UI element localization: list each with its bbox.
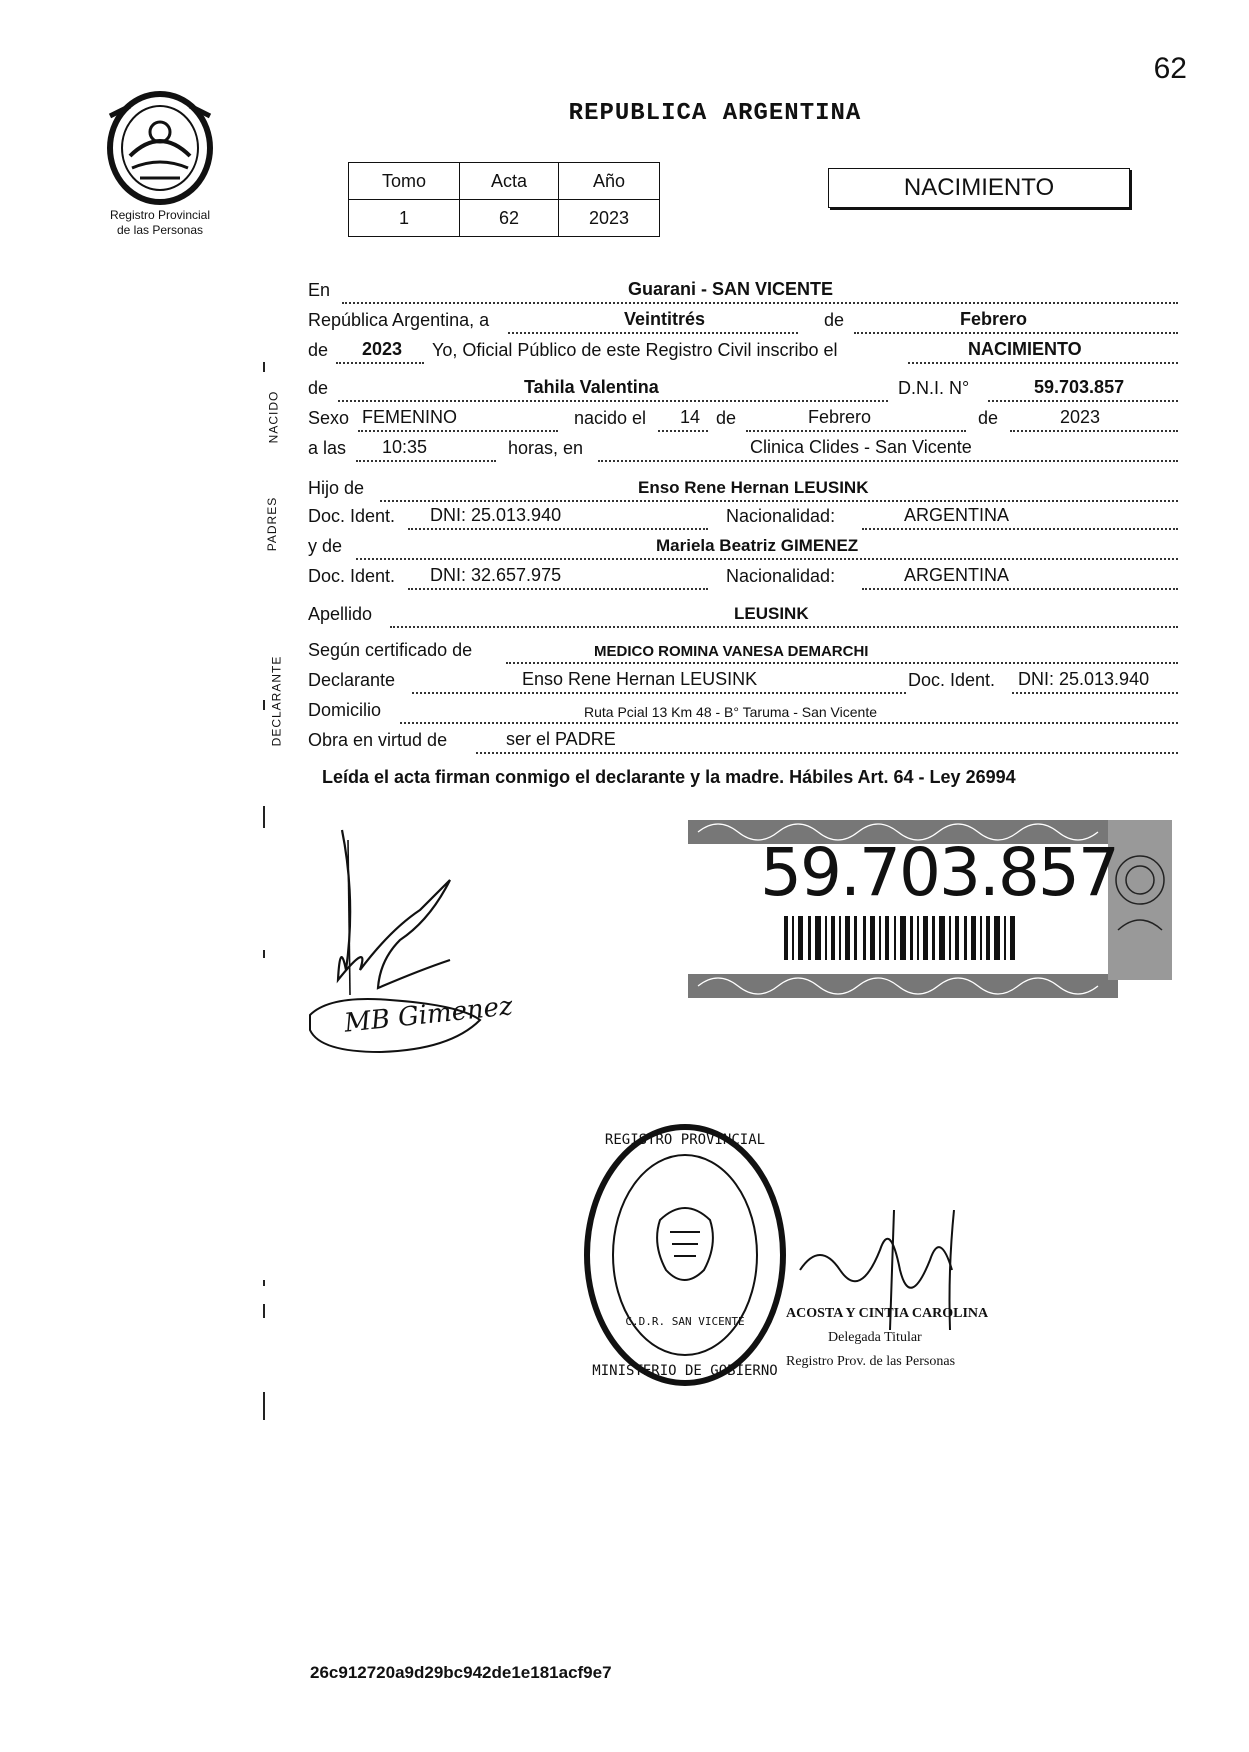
label-doc-ident: Doc. Ident. bbox=[308, 506, 396, 526]
margin-tick bbox=[263, 700, 265, 710]
value-declarante: Enso Rene Hernan LEUSINK bbox=[522, 669, 758, 689]
label-de: de bbox=[824, 310, 845, 330]
side-label-nacido: NACIDO bbox=[266, 390, 281, 444]
country-title: REPUBLICA ARGENTINA bbox=[568, 100, 862, 127]
value-declarante-dni: DNI: 25.013.940 bbox=[1018, 669, 1150, 689]
value-dia: 14 bbox=[680, 407, 701, 427]
svg-text:C.D.R. SAN VICENTE: C.D.R. SAN VICENTE bbox=[625, 1315, 745, 1328]
row-obra bbox=[308, 730, 1178, 754]
label-nacido-el: nacido el bbox=[574, 408, 647, 428]
value-mes: Febrero bbox=[960, 309, 1028, 329]
margin-tick bbox=[263, 950, 265, 958]
value-anio: 2023 bbox=[362, 339, 403, 359]
row-hora bbox=[308, 438, 1178, 462]
value-domicilio: Ruta Pcial 13 Km 48 - B° Taruma - San Vicente bbox=[584, 704, 878, 720]
value-lugar-nac: Clinica Clides - San Vicente bbox=[750, 437, 972, 457]
label-de4: de bbox=[716, 408, 737, 428]
label-declarante: Declarante bbox=[308, 670, 396, 690]
label-y-de: y de bbox=[308, 536, 343, 556]
official-stamp bbox=[786, 1302, 1076, 1374]
label-nacionalidad2: Nacionalidad: bbox=[726, 566, 836, 586]
value-madre: Mariela Beatriz GIMENEZ bbox=[656, 536, 859, 555]
label-de5: de bbox=[978, 408, 999, 428]
value-padre-dni: DNI: 25.013.940 bbox=[430, 505, 562, 525]
row-domicilio bbox=[308, 700, 1178, 724]
label-doc-ident2: Doc. Ident. bbox=[308, 566, 396, 586]
value-mes-nac: Febrero bbox=[808, 407, 872, 427]
logo-caption: Registro Provincial de las Personas bbox=[109, 208, 211, 237]
margin-tick bbox=[263, 1280, 265, 1286]
label-horas-en: horas, en bbox=[508, 438, 584, 458]
label-nacionalidad: Nacionalidad: bbox=[726, 506, 836, 526]
label-hijo-de: Hijo de bbox=[308, 478, 365, 498]
label-segun: Según certificado de bbox=[308, 640, 473, 660]
value-apellido: LEUSINK bbox=[734, 604, 809, 623]
row-padre-doc bbox=[308, 506, 1178, 530]
value-hora: 10:35 bbox=[382, 437, 428, 457]
row-apellido bbox=[308, 604, 1178, 628]
row-certificado bbox=[308, 640, 1178, 664]
page-number: 62 bbox=[1153, 52, 1187, 85]
value-certificado: MEDICO ROMINA VANESA DEMARCHI bbox=[594, 643, 869, 660]
signature-madre: MB Gimenez bbox=[342, 991, 515, 1039]
row-madre-doc bbox=[308, 566, 1178, 590]
dni-sticker bbox=[688, 820, 1178, 1000]
official-office: Registro Prov. de las Personas bbox=[786, 1354, 956, 1369]
row-en bbox=[308, 280, 1178, 304]
tomo-value: 1 bbox=[349, 200, 460, 237]
official-name: ACOSTA Y CINTIA CAROLINA bbox=[786, 1306, 989, 1321]
margin-tick bbox=[263, 806, 265, 828]
tomo-header: Tomo bbox=[349, 163, 460, 200]
margin-tick bbox=[263, 1392, 265, 1420]
acta-value: 62 bbox=[460, 200, 559, 237]
value-madre-dni: DNI: 32.657.975 bbox=[430, 565, 562, 585]
label-a-las: a las bbox=[308, 438, 347, 458]
side-label-declarante: DECLARANTE bbox=[269, 655, 284, 747]
closing-text: Leída el acta firman conmigo el declarante y la madre. Hábiles Art. 64 - Ley 26994 bbox=[322, 767, 1016, 787]
margin-tick bbox=[263, 1304, 265, 1318]
register-table bbox=[348, 162, 660, 237]
svg-text:MINISTERIO DE GOBIERNO: MINISTERIO DE GOBIERNO bbox=[592, 1363, 778, 1379]
anio-header: Año bbox=[559, 163, 660, 200]
document-hash: 26c912720a9d29bc942de1e181acf9e7 bbox=[310, 1663, 612, 1682]
side-label-padres: PADRES bbox=[265, 496, 280, 552]
value-padre: Enso Rene Hernan LEUSINK bbox=[638, 478, 869, 497]
row-padre bbox=[308, 478, 1178, 502]
label-domicilio: Domicilio bbox=[308, 700, 382, 720]
value-padre-nac: ARGENTINA bbox=[904, 505, 1010, 525]
margin-tick bbox=[263, 362, 265, 372]
value-obra: ser el PADRE bbox=[506, 729, 616, 749]
svg-text:REGISTRO PROVINCIAL: REGISTRO PROVINCIAL bbox=[604, 1132, 766, 1148]
label-sexo: Sexo bbox=[308, 408, 350, 428]
value-madre-nac: ARGENTINA bbox=[904, 565, 1010, 585]
dni-sticker-number: 59.703.857 bbox=[760, 834, 1118, 911]
value-lugar: Guarani - SAN VICENTE bbox=[628, 279, 834, 299]
row-nombre bbox=[308, 378, 1178, 402]
row-inscribo bbox=[308, 340, 1178, 364]
row-sexo bbox=[308, 408, 1178, 432]
label-de3: de bbox=[308, 378, 329, 398]
value-dia-letras: Veintitrés bbox=[624, 309, 706, 329]
anio-value: 2023 bbox=[559, 200, 660, 237]
value-nombre: Tahila Valentina bbox=[524, 377, 659, 397]
official-seal-icon bbox=[580, 1120, 790, 1390]
label-yo: Yo, Oficial Público de este Registro Civil inscribo el bbox=[432, 340, 838, 360]
row-declarante bbox=[308, 670, 1178, 694]
record-type-box: NACIMIENTO bbox=[828, 168, 1130, 208]
official-role: Delegada Titular bbox=[828, 1330, 922, 1345]
label-de2: de bbox=[308, 340, 329, 360]
value-sexo: FEMENINO bbox=[362, 407, 458, 427]
label-en: En bbox=[308, 280, 331, 300]
label-obra: Obra en virtud de bbox=[308, 730, 448, 750]
row-republica bbox=[308, 310, 1178, 334]
label-republica: República Argentina, a bbox=[308, 310, 490, 330]
acta-header: Acta bbox=[460, 163, 559, 200]
value-dni: 59.703.857 bbox=[1034, 377, 1125, 397]
label-doc-ident3: Doc. Ident. bbox=[908, 670, 996, 690]
value-anio-nac: 2023 bbox=[1060, 407, 1101, 427]
label-apellido: Apellido bbox=[308, 604, 373, 624]
label-dni: D.N.I. N° bbox=[898, 378, 970, 398]
row-madre bbox=[308, 536, 1178, 560]
value-tipo: NACIMIENTO bbox=[968, 339, 1082, 359]
